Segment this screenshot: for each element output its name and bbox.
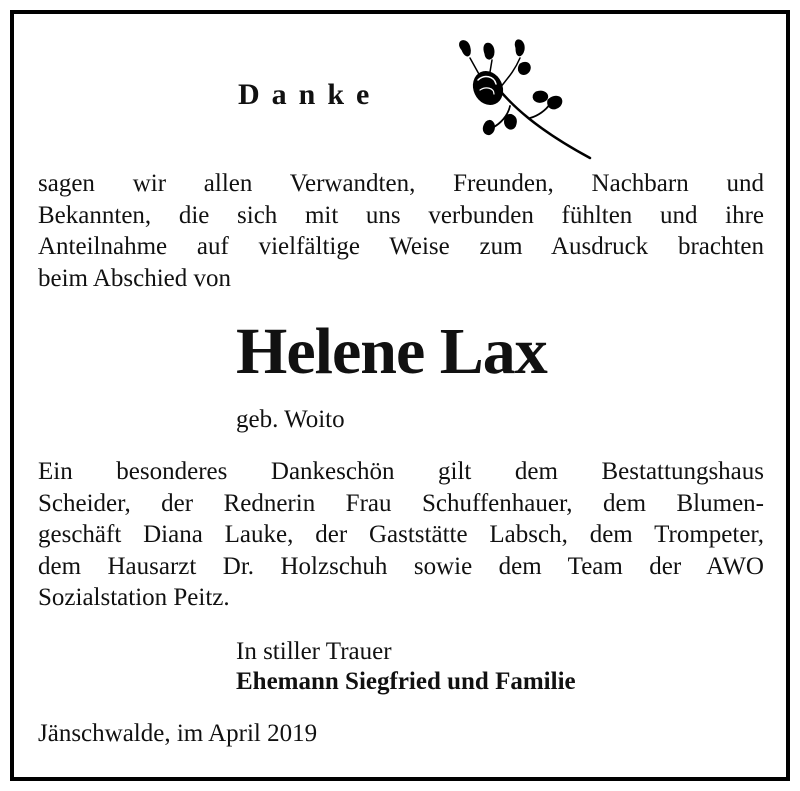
family-signature: Ehemann Siegfried und Familie <box>236 668 576 695</box>
thanks-line: geschäft Diana Lauke, der Gaststätte Labsch, dem Trompeter, <box>38 521 764 548</box>
heading: Danke <box>238 78 382 111</box>
deceased-name: Helene Lax <box>236 315 547 388</box>
maiden-name: geb. Woito <box>236 406 345 433</box>
thanks-line: Scheider, der Rednerin Frau Schuffenhauer, dem Blumen- <box>38 489 764 517</box>
thanks-line: Ein besonderes Dankeschön gilt dem Bestattungshaus <box>38 458 764 485</box>
intro-line: beim Abschied von <box>38 264 232 292</box>
rose-icon <box>450 36 600 166</box>
mourning-text: In stiller Trauer <box>236 638 392 665</box>
intro-paragraph <box>38 168 764 294</box>
thanks-paragraph <box>38 456 764 614</box>
intro-line: Bekannten, die sich mit uns verbunden fühlten und ihre <box>38 201 764 229</box>
intro-line: sagen wir allen Verwandten, Freunden, Nachbarn und <box>38 170 764 197</box>
thanks-line: dem Hausarzt Dr. Holzschuh sowie dem Team der AWO <box>38 552 764 580</box>
thanks-line: Sozialstation Peitz. <box>38 584 230 611</box>
place-date: Jänschwalde, im April 2019 <box>38 720 318 747</box>
notice-frame <box>10 10 790 781</box>
intro-line: Anteilnahme auf vielfältige Weise zum Ausdruck brachten <box>38 233 764 260</box>
